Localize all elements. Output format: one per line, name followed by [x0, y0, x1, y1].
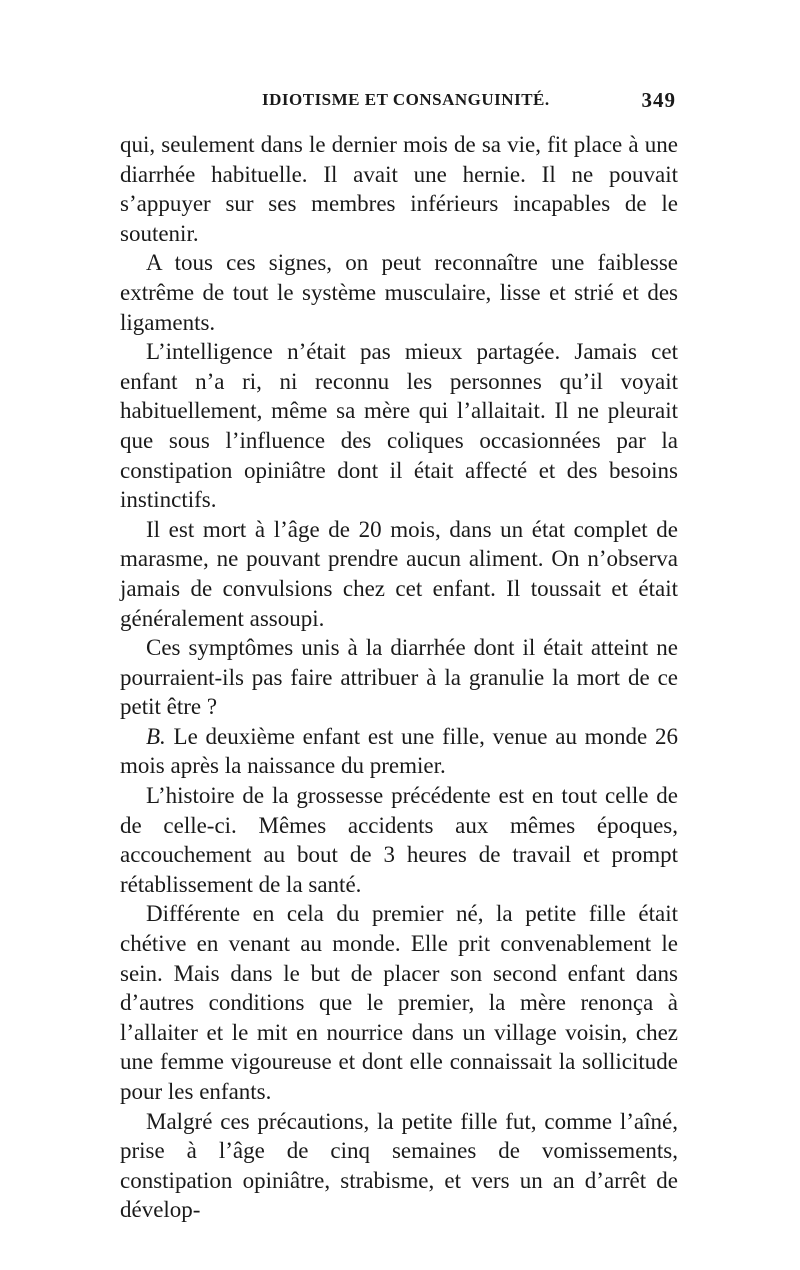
page-number: 349: [641, 88, 676, 112]
paragraph-9: [120, 1107, 678, 1225]
paragraph-3-text: L’intelligence n’était pas mieux partagée. Jamais cet enfant n’a ri, ni reconnu les personnes qu’il voyait habituellement, même sa mère qui l’allaitait. Il ne pleurait que sous l’influence des coliques occasionnées par la constipation opiniâtre dont il était affecté et des besoins instinctifs.: [120, 339, 678, 513]
paragraph-1-text: qui, seulement dans le dernier mois de sa vie, fit place à une diarrhée habituelle. Il avait une hernie. Il ne pouvait s’appuyer sur ses membres inférieurs incapables de le soutenir.: [120, 132, 678, 246]
paragraph-8: [120, 899, 678, 1106]
running-title: IDIOTISME ET CONSANGUINITÉ.: [262, 90, 550, 109]
paragraph-2-text: A tous ces signes, on peut reconnaître une faiblesse extrême de tout le système musculaire, lisse et strié et des ligaments.: [120, 250, 678, 335]
paragraph-6-label: B.: [146, 723, 166, 749]
paragraph-4-text: Il est mort à l’âge de 20 mois, dans un état complet de marasme, ne pouvant prendre aucun aliment. On n’observa jamais de convulsions chez cet enfant. Il toussait et était généralement assoupi.: [120, 516, 678, 631]
paragraph-3: [120, 337, 678, 515]
paragraph-2: [120, 248, 678, 337]
book-page: [120, 88, 678, 1225]
paragraph-5-text: Ces symptômes unis à la diarrhée dont il était atteint ne pourraient-ils pas faire attribuer à la granulie la mort de ce petit être ?: [120, 635, 678, 720]
paragraph-8-text: Différente en cela du premier né, la petite fille était chétive en venant au monde. Elle prit convenablement le sein. Mais dans le but de placer son second enfant dans d’autres conditions que le premier, la mère renonça à l’allaiter et le mit en nourrice dans un village voisin, chez une femme vigoureuse et dont elle connaissait la sollicitude pour les enfants.: [120, 901, 678, 1104]
paragraph-7-text: L’histoire de la grossesse précédente est en tout celle de de celle-ci. Mêmes accidents aux mêmes époques, accouchement au bout de 3 heures de travail et prompt rétablissement de la santé.: [120, 783, 678, 897]
paragraph-7: [120, 781, 678, 899]
paragraph-4: [120, 515, 678, 633]
paragraph-9-text: Malgré ces précautions, la petite fille fut, comme l’aîné, prise à l’âge de cinq semaines de vomissements, constipation opiniâtre, strabisme, et vers un an d’arrêt de dévelop-: [120, 1108, 678, 1223]
body-text: [120, 130, 678, 1225]
paragraph-5: [120, 633, 678, 722]
paragraph-1: [120, 130, 678, 248]
running-head: [120, 88, 678, 130]
paragraph-6-text: Le deuxième enfant est une fille, venue au monde 26 mois après la naissance du premier.: [120, 723, 678, 779]
paragraph-6: [120, 722, 678, 781]
